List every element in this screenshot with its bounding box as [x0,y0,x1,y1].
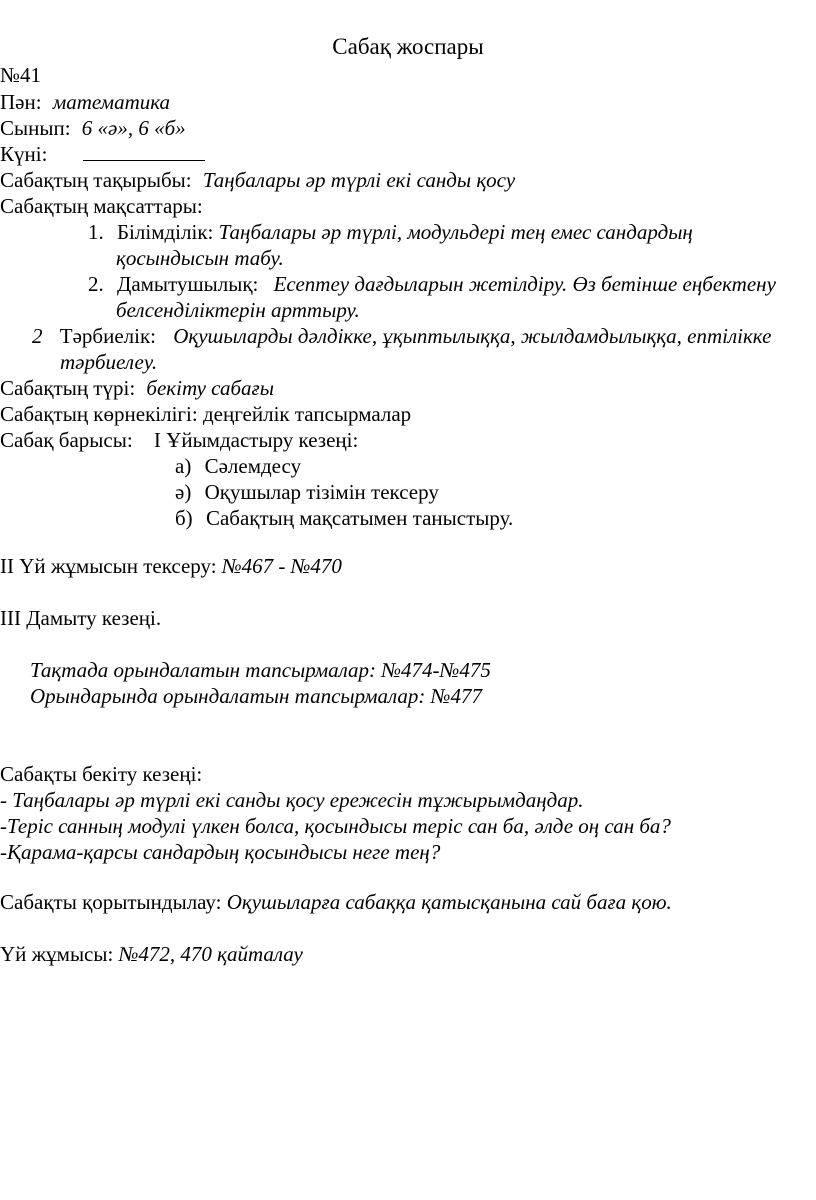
lesson-type-value: бекіту сабағы [146,376,274,400]
visuals-label: Сабақтың көрнекілігі: [0,402,198,426]
homework-check-line [0,553,342,579]
topic-label: Сабақтың тақырыбы: [0,168,192,192]
goal-2-number: 2. [88,272,104,296]
process-item-3-mark: б) [175,506,193,530]
process-item-1-text: Сәлемдесу [204,454,302,478]
goal-1-value: Таңбалары әр түрлі, модульдері тең емес сандардың [218,220,693,244]
subject-label: Пән: [0,90,42,114]
date-label: Күні: [0,142,48,166]
goal-1-label: Білімділік: [117,220,214,244]
goals-label: Сабақтың мақсаттары: [0,194,203,218]
homework-value: №472, 470 қайталау [118,942,303,966]
process-item-1-mark: а) [175,454,192,478]
visuals-value: деңгейлік тапсырмалар [202,402,412,426]
summary-line [0,889,672,915]
goal-2-value: Есептеу дағдыларын жетілдіру. Өз бетінше еңбектену [273,272,776,296]
goal-1-number: 1. [88,220,104,244]
homework-label: Үй жұмысы: [0,942,114,966]
goal-2-continuation: белсенділіктерін арттыру. [116,298,360,322]
consolidation-label: Сабақты бекіту кезеңі: [0,762,203,786]
goal-2-label: Дамытушылық: [117,272,259,296]
process-item-3-text: Сабақтың мақсатымен таныстыру. [205,506,514,530]
goal-1-continuation: қосындысын табу. [116,246,284,270]
process-item-2-mark: ә) [175,480,192,504]
visuals-line [0,401,411,427]
page-title: Сабақ жоспары [332,34,484,59]
seat-tasks: Орындарында орындалатын тапсырмалар: №477 [30,684,482,708]
process-item-3 [175,505,513,531]
process-item-2-text: Оқушылар тізімін тексеру [204,480,439,504]
grade-value: 6 «ә», 6 «б» [81,116,186,140]
consolidation-question-3: -Қарама-қарсы сандардың қосындысы неге тең? [0,840,441,864]
goal-item-2 [88,271,776,297]
summary-value: Оқушыларға сабаққа қатысқанына сай баға қою. [226,890,672,914]
process-label: Сабақ барысы: [0,428,133,452]
lesson-type-label: Сабақтың түрі: [0,376,136,400]
grade-line [0,115,186,141]
homework-check-value: №467 - №470 [221,554,342,578]
date-blank [83,141,205,161]
goal-3-continuation: тәрбиелеу. [60,350,158,374]
date-line [0,141,205,167]
lesson-number: №41 [0,63,42,87]
homework-line [0,941,303,967]
process-item-2 [175,479,439,505]
process-item-1 [175,453,301,479]
goal-3-number: 2 [32,324,43,348]
development-label: ІІІ Дамыту кезеңі. [0,606,162,630]
subject-line [0,89,170,115]
goal-3-label: Тәрбиелік: [59,324,156,348]
summary-label: Сабақты қорытындылау: [0,890,222,914]
topic-line [0,167,515,193]
goal-3-value: Оқушыларды дәлдікке, ұқыптылыққа, жылдамдылыққа, ептілікке [173,324,772,348]
topic-value: Таңбалары әр түрлі екі санды қосу [202,168,516,192]
subject-value: математика [52,90,171,114]
homework-check-label: ІІ Үй жұмысын тексеру: [0,554,217,578]
process-stage-1: І Ұйымдастыру кезеңі: [153,428,359,452]
grade-label: Сынып: [0,116,71,140]
lesson-type-line [0,375,274,401]
consolidation-question-2: -Теріс санның модулі үлкен болса, қосындысы теріс сан ба, әлде оң сан ба? [0,814,671,838]
board-tasks: Тақтада орындалатын тапсырмалар: №474-№475 [30,658,491,682]
goal-item-3 [32,323,771,349]
consolidation-question-1: - Таңбалары әр түрлі екі санды қосу ережесін тұжырымдаңдар. [0,788,584,812]
goal-item-1 [88,219,693,245]
process-line [0,427,358,453]
